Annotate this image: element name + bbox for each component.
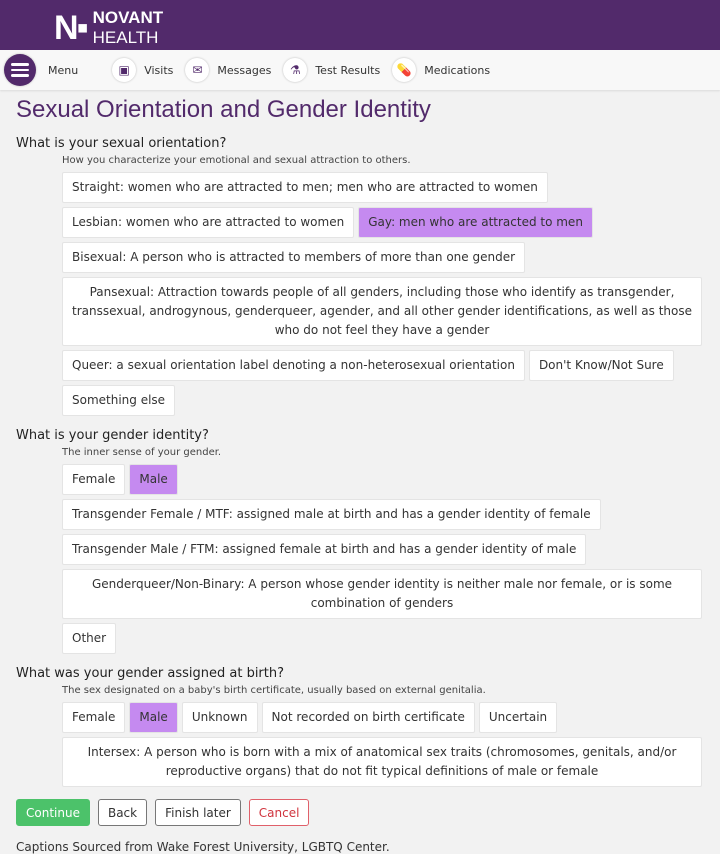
- option-button[interactable]: Male: [129, 464, 177, 495]
- logo-mark: N▪: [54, 9, 87, 47]
- hamburger-icon: [4, 54, 36, 86]
- flask-icon: ⚗: [283, 58, 307, 82]
- option-button[interactable]: Don't Know/Not Sure: [529, 350, 674, 381]
- option-button[interactable]: Queer: a sexual orientation label denoting a non-heterosexual orientation: [62, 350, 525, 381]
- option-group: [62, 464, 702, 654]
- nav-visits[interactable]: [112, 58, 173, 82]
- option-button[interactable]: Intersex: A person who is born with a mix of anatomical sex traits (chromosomes, genitals, and/or reproductive organs) that do not fit typical definitions of male or female: [62, 737, 702, 787]
- nav-label: Medications: [424, 63, 491, 77]
- question-caption: The sex designated on a baby's birth certificate, usually based on external genitalia.: [62, 685, 486, 696]
- option-button[interactable]: Transgender Male / FTM: assigned female at birth and has a gender identity of male: [62, 534, 586, 565]
- nav-label: Messages: [217, 63, 272, 77]
- question-label: What is your sexual orientation?: [16, 136, 227, 151]
- option-button[interactable]: Lesbian: women who are attracted to women: [62, 207, 354, 238]
- nav-messages[interactable]: [185, 58, 271, 82]
- captions-source: Captions Sourced from Wake Forest University, LGBTQ Center.: [16, 840, 390, 854]
- nav-bar: [0, 50, 720, 90]
- option-button[interactable]: Gay: men who are attracted to men: [358, 207, 593, 238]
- finish-later-button[interactable]: Finish later: [155, 799, 241, 826]
- logo-line2: HEALTH: [92, 28, 159, 47]
- page-title: Sexual Orientation and Gender Identity: [16, 96, 431, 123]
- question-label: What is your gender identity?: [16, 428, 209, 443]
- logo-line1: NOVANT: [92, 8, 164, 27]
- pills-icon: 💊: [392, 58, 416, 82]
- option-button[interactable]: Unknown: [182, 702, 258, 733]
- option-button[interactable]: Other: [62, 623, 116, 654]
- option-button[interactable]: Not recorded on birth certificate: [262, 702, 475, 733]
- option-button[interactable]: Female: [62, 702, 125, 733]
- nav-medications[interactable]: [392, 58, 490, 82]
- header-bar: [0, 0, 720, 50]
- option-button[interactable]: Female: [62, 464, 125, 495]
- option-group: [62, 702, 702, 787]
- back-button[interactable]: Back: [98, 799, 147, 826]
- nav-test-results[interactable]: [283, 58, 380, 82]
- envelope-icon: ✉: [185, 58, 209, 82]
- option-button[interactable]: Uncertain: [479, 702, 557, 733]
- option-button[interactable]: Genderqueer/Non-Binary: A person whose gender identity is neither male nor female, or is some combination of genders: [62, 569, 702, 619]
- cancel-button[interactable]: Cancel: [249, 799, 310, 826]
- option-button[interactable]: Bisexual: A person who is attracted to members of more than one gender: [62, 242, 525, 273]
- nav-label: Test Results: [315, 63, 381, 77]
- question-label: What was your gender assigned at birth?: [16, 666, 285, 681]
- novant-health-logo[interactable]: [54, 8, 163, 48]
- question-caption: The inner sense of your gender.: [62, 447, 222, 458]
- continue-button[interactable]: Continue: [16, 799, 90, 826]
- nav-menu[interactable]: [0, 54, 78, 86]
- option-group: [62, 172, 702, 416]
- option-button[interactable]: Pansexual: Attraction towards people of all genders, including those who identify as transgender, transsexual, androgynous, genderqueer, agender, and all other gender identifications, as well as those who do not feel they have a gender: [62, 277, 702, 346]
- nav-label: Visits: [144, 63, 174, 77]
- question-caption: How you characterize your emotional and sexual attraction to others.: [62, 155, 411, 166]
- calendar-icon: ▣: [112, 58, 136, 82]
- option-button[interactable]: Straight: women who are attracted to men; men who are attracted to women: [62, 172, 548, 203]
- option-button[interactable]: Something else: [62, 385, 175, 416]
- nav-label: Menu: [48, 63, 79, 77]
- option-button[interactable]: Male: [129, 702, 177, 733]
- option-button[interactable]: Transgender Female / MTF: assigned male at birth and has a gender identity of female: [62, 499, 601, 530]
